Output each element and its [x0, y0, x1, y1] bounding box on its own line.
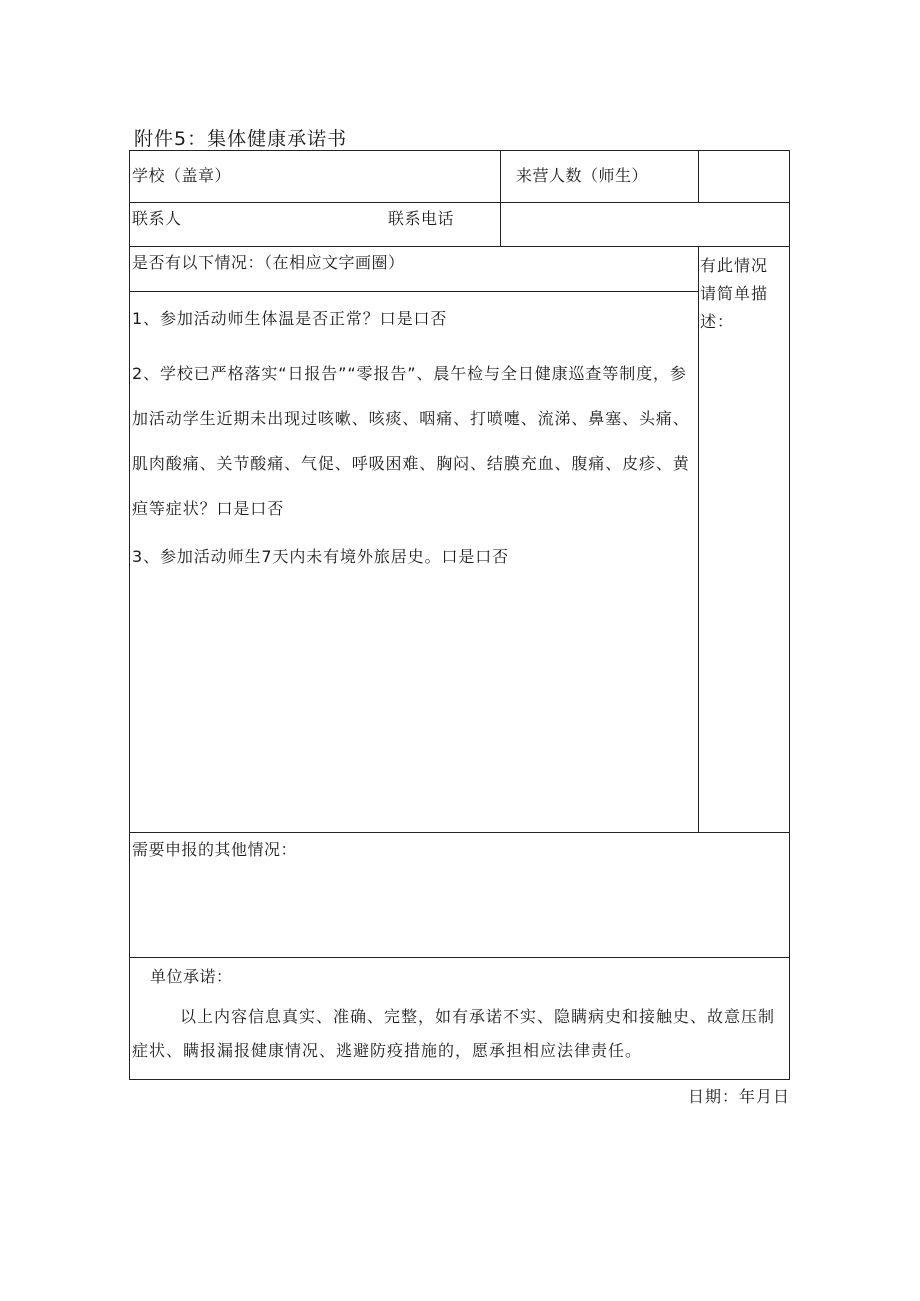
divider-situation-header — [130, 291, 698, 292]
situation-header: 是否有以下情况：（在相应文字画圈） — [132, 253, 405, 272]
item-symptoms: 2、学校已严格落实“日报告”“零报告”、晨午检与全日健康巡查等制度，参加活动学生近期未出现过咳嗽、咳痰、咽痛、打喷嚏、流涕、鼻塞、头痛、肌肉酸痛、关节酸痛、气促、呼吸困难、胸闷、结膜充血、腹痛、皮疹、黄疸等症状？口是口否 — [132, 364, 690, 518]
campers-count-field[interactable] — [702, 155, 786, 197]
pledge-label: 单位承诺： — [150, 967, 233, 986]
item-temperature: 1、参加活动师生体温是否正常？口是口否 — [132, 309, 448, 328]
school-seal-label: 学校（盖章） — [132, 166, 232, 185]
contact-person-label: 联系人 — [132, 209, 182, 228]
pledge-text: 以上内容信息真实、准确、完整，如有承诺不实、隐瞒病史和接触史、故意压制症状、瞒报漏报健康情况、逃避防疫措施的，愿承担相应法律责任。 — [132, 1007, 776, 1060]
divider-row1 — [130, 202, 790, 203]
other-situations-label: 需要申报的其他情况： — [132, 840, 298, 859]
phone-label: 联系电话 — [388, 209, 455, 228]
date-line: 日期：年月日 — [687, 1087, 790, 1106]
item-travel-history: 3、参加活动师生7天内未有境外旅居史。口是口否 — [132, 547, 510, 566]
commitment-form — [129, 150, 790, 1080]
divider-pledge — [130, 957, 790, 958]
side-note: 有此情况请简单描述： — [700, 256, 769, 331]
contact-person-field[interactable] — [190, 206, 380, 236]
phone-field[interactable] — [504, 206, 784, 242]
divider-side-column — [698, 246, 699, 832]
divider-campers-count — [698, 151, 699, 202]
divider-row2 — [130, 246, 790, 247]
campers-count-label: 来营人数（师生） — [516, 166, 649, 185]
document-title: 附件5：集体健康承诺书 — [134, 128, 348, 150]
divider-other — [130, 832, 790, 833]
divider-school-campers — [500, 151, 501, 246]
